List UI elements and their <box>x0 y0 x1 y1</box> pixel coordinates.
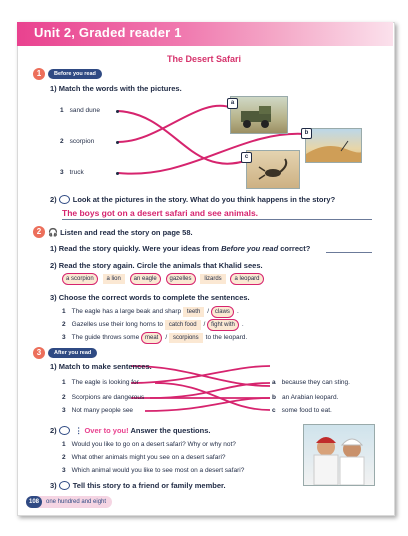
q2-over-to-you: 2) ⋮ Over to you! Answer the questions. <box>50 426 211 435</box>
speech-bubble-icon-2 <box>59 426 70 435</box>
headphones-icon: 🎧 <box>48 228 58 237</box>
listen-read-heading: 🎧 Listen and read the story on page 58. <box>48 228 193 237</box>
sentence-3: 3 The guide throws some meat / scorpions to the leopard. <box>62 332 247 344</box>
sentence-start-2: 2 Scorpions are dangerous <box>62 394 145 401</box>
word-scorpion[interactable]: a scorpion <box>62 273 98 285</box>
option-claws[interactable]: claws <box>211 306 234 318</box>
before-you-read-pill: Before you read <box>48 69 102 79</box>
word-eagle[interactable]: an eagle <box>130 273 161 285</box>
section-2-badge: 2 <box>33 226 45 238</box>
match-item-2: 2 scorpion <box>60 138 95 145</box>
after-you-read-pill: After you read <box>48 348 97 358</box>
sentence-start-3: 3 Not many people see <box>62 407 134 414</box>
option-scorpions[interactable]: scorpions <box>169 333 203 343</box>
sentence-start-1: 1 The eagle is looking for <box>62 379 139 386</box>
question-2: 2 What other animals might you see on a desert safari? <box>62 454 226 461</box>
word-lizards[interactable]: lizards <box>200 274 225 284</box>
q3-tell-story: 3) Tell this story to a friend or family member. <box>50 481 226 490</box>
story-title: The Desert Safari <box>166 54 242 64</box>
word-leopard[interactable]: a leopard <box>230 273 263 285</box>
word-lion[interactable]: a lion <box>103 274 125 284</box>
page-number: 108 <box>26 496 42 508</box>
q1-match-words: 1) Match the words with the pictures. <box>50 84 182 93</box>
sentence-1: 1 The eagle has a large beak and sharp teeth / claws . <box>62 306 239 318</box>
page-footer <box>26 496 112 508</box>
word-gazelles[interactable]: gazelles <box>166 273 196 285</box>
question-3: 3 Which animal would you like to see most on a desert safari? <box>62 467 245 474</box>
picture-tag-b: b <box>301 128 312 139</box>
sentence-end-a: a because they can sting. <box>272 379 350 386</box>
picture-tag-a: a <box>227 98 238 109</box>
speech-bubble-icon-3 <box>59 481 70 490</box>
section-1-badge: 1 <box>33 68 45 80</box>
option-fight-with[interactable]: fight with <box>207 319 239 331</box>
option-catch-food[interactable]: catch food <box>165 320 201 330</box>
sentence-2: 2 Gazelles use their long horns to catch food / fight with . <box>62 319 244 331</box>
question-1: 1 Would you like to go on a desert safari? Why or why not? <box>62 441 236 448</box>
q1-read-quickly: 1) Read the story quickly. Were your ideas from Before you read correct? <box>50 244 311 253</box>
picture-tag-c: c <box>241 152 252 163</box>
match-item-3: 3 truck <box>60 169 84 176</box>
sentence-end-c: c some food to eat. <box>272 407 332 414</box>
boys-picture <box>303 424 375 486</box>
section-3-badge: 3 <box>33 347 45 359</box>
match-item-1: 1 sand dune <box>60 107 100 114</box>
page-number-words: one hundred and eight <box>46 499 107 505</box>
pair-icon: ⋮ <box>74 426 83 435</box>
option-teeth[interactable]: teeth <box>183 307 204 317</box>
sentence-end-b: b an Arabian leopard. <box>272 394 339 401</box>
boys-illustration-icon <box>304 425 374 485</box>
q1-match-sentences: 1) Match to make sentences. <box>50 362 152 371</box>
unit-title: Unit 2, Graded reader 1 <box>34 25 182 40</box>
q3-choose-words: 3) Choose the correct words to complete the sentences. <box>50 293 250 302</box>
handwritten-answer: The boys got on a desert safari and see animals. <box>62 208 259 218</box>
q2-look-pictures: 2) Look at the pictures in the story. What do you think happens in the story? <box>50 195 336 204</box>
q2-circle-animals: 2) Read the story again. Circle the animals that Khalid sees. <box>50 261 263 270</box>
option-meat[interactable]: meat <box>141 332 162 344</box>
